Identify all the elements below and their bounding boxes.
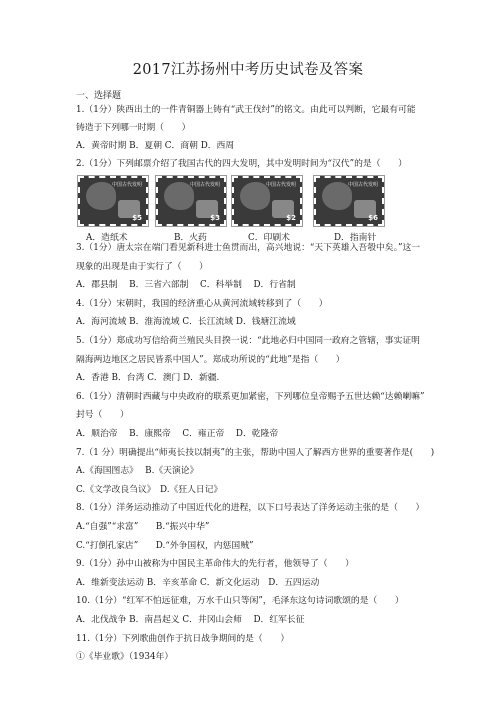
- option-a: A．造纸术: [86, 233, 128, 243]
- option-c: C．印刷术: [248, 233, 290, 243]
- stamp-row: [78, 176, 438, 224]
- question-line: A．郡县制 B．三省六部制 C．科举制 D．行省制: [76, 280, 296, 291]
- question-line: A．香港 B．台湾 C．澳门 D．新疆.: [76, 373, 220, 384]
- question-line: 2.（1分）下列邮票介绍了我国古代的四大发明，其中发明时间为“汉代”的是（ ）: [76, 159, 407, 169]
- question-line: 10.（1分）“红军不怕远征难，万水千山只等闲”，毛泽东这句诗词歌颂的是（ ）: [76, 596, 404, 607]
- question-line: ①《毕业歌》（1934年）: [76, 652, 174, 663]
- question-line: A．维新变法运动 B．辛亥革命 C．新文化运动 D．五四运动: [76, 577, 320, 588]
- page-title: 2017江苏扬州中考历史试卷及答案: [132, 62, 364, 78]
- section-heading: 一、选择题: [76, 91, 122, 101]
- question-line: 现象的出现是由于实行了（ ）: [76, 261, 208, 272]
- option-d: D．指南针: [334, 233, 377, 243]
- question-line: A．海河流域 B．淮海流域 C．长江流域 D．钱塘江流域: [76, 317, 296, 328]
- question-line: A.《海国图志》 B.《天演论》: [76, 466, 199, 477]
- question-line: A．顺治帝 B．康熙帝 C．雍正帝 D．乾隆帝: [76, 429, 279, 439]
- question-line: 封号（ ）: [76, 410, 129, 421]
- question-line: 4.（1分）宋朝时，我国的经济重心从黄河流域转移到了（ ）: [76, 298, 328, 309]
- question-line: 7.（1 分）明确提出“师夷长技以制夷”的主张，帮助中国人了解西方世界的重要著作是( ): [76, 447, 435, 458]
- stamp-gunpowder-image: 中国古代发明 $3: [156, 176, 226, 226]
- question-line: A．北伐战争 B．南昌起义 C．井冈山会师 D．红军长征: [76, 615, 305, 625]
- question-line: 铸造于下列哪一时期（ ）: [76, 123, 191, 133]
- option-b: B．火药: [174, 233, 207, 243]
- question-line: A．黄帝时期 B．夏朝 C．商朝 D．西周: [76, 141, 235, 151]
- question-line: C.《文学改良刍议》 D.《狂人日记》: [76, 484, 223, 495]
- question-line: 11.（1分）下列歌曲创作于抗日战争期间的是（ ）: [76, 633, 290, 644]
- question-line: C.“打倒孔家店” D.“外争国权，内惩国贼”: [76, 540, 254, 551]
- stamp-paper-image: 中国古代发明 $5: [78, 176, 148, 226]
- question-line: 5.（1分）郑成功写信给荷兰殖民头目揆一说：“此地必归中国同一政府之管辖，事实证明: [76, 336, 420, 346]
- question-line: 6.（1分）清朝时西藏与中央政府的联系更加紧密，下列哪位皇帝赐予五世达赖“达赖喇嘛”: [76, 391, 425, 402]
- question-line: 8.（1分）洋务运动推动了中国近代化的进程，以下口号表达了洋务运动主张的是（ ）: [76, 503, 425, 514]
- question-line: A.“自强”“求富” B.“振兴中华”: [76, 522, 210, 532]
- question-line: 1.（1分）陕西出土的一件青铜器上铸有“武王伐纣”的铭文。由此可以判断，它最有可能: [76, 105, 416, 115]
- stamp-compass-image: 中国古代发明 $6: [314, 176, 384, 226]
- question-line: 9.（1分）孙中山被称为中国民主革命伟大的先行者，他领导了（ ）: [76, 559, 354, 570]
- question-line: 隔海两边地区之居民皆系中国人”。郑成功所说的“此地”是指（ ）: [76, 354, 345, 365]
- stamp-printing-image: 中国古代发明 $2: [232, 176, 302, 226]
- question-line: 3.（1分）唐太宗在端门看见新科进士鱼贯而出，高兴地说：“天下英雄入吾彀中矣。”这一: [76, 243, 421, 253]
